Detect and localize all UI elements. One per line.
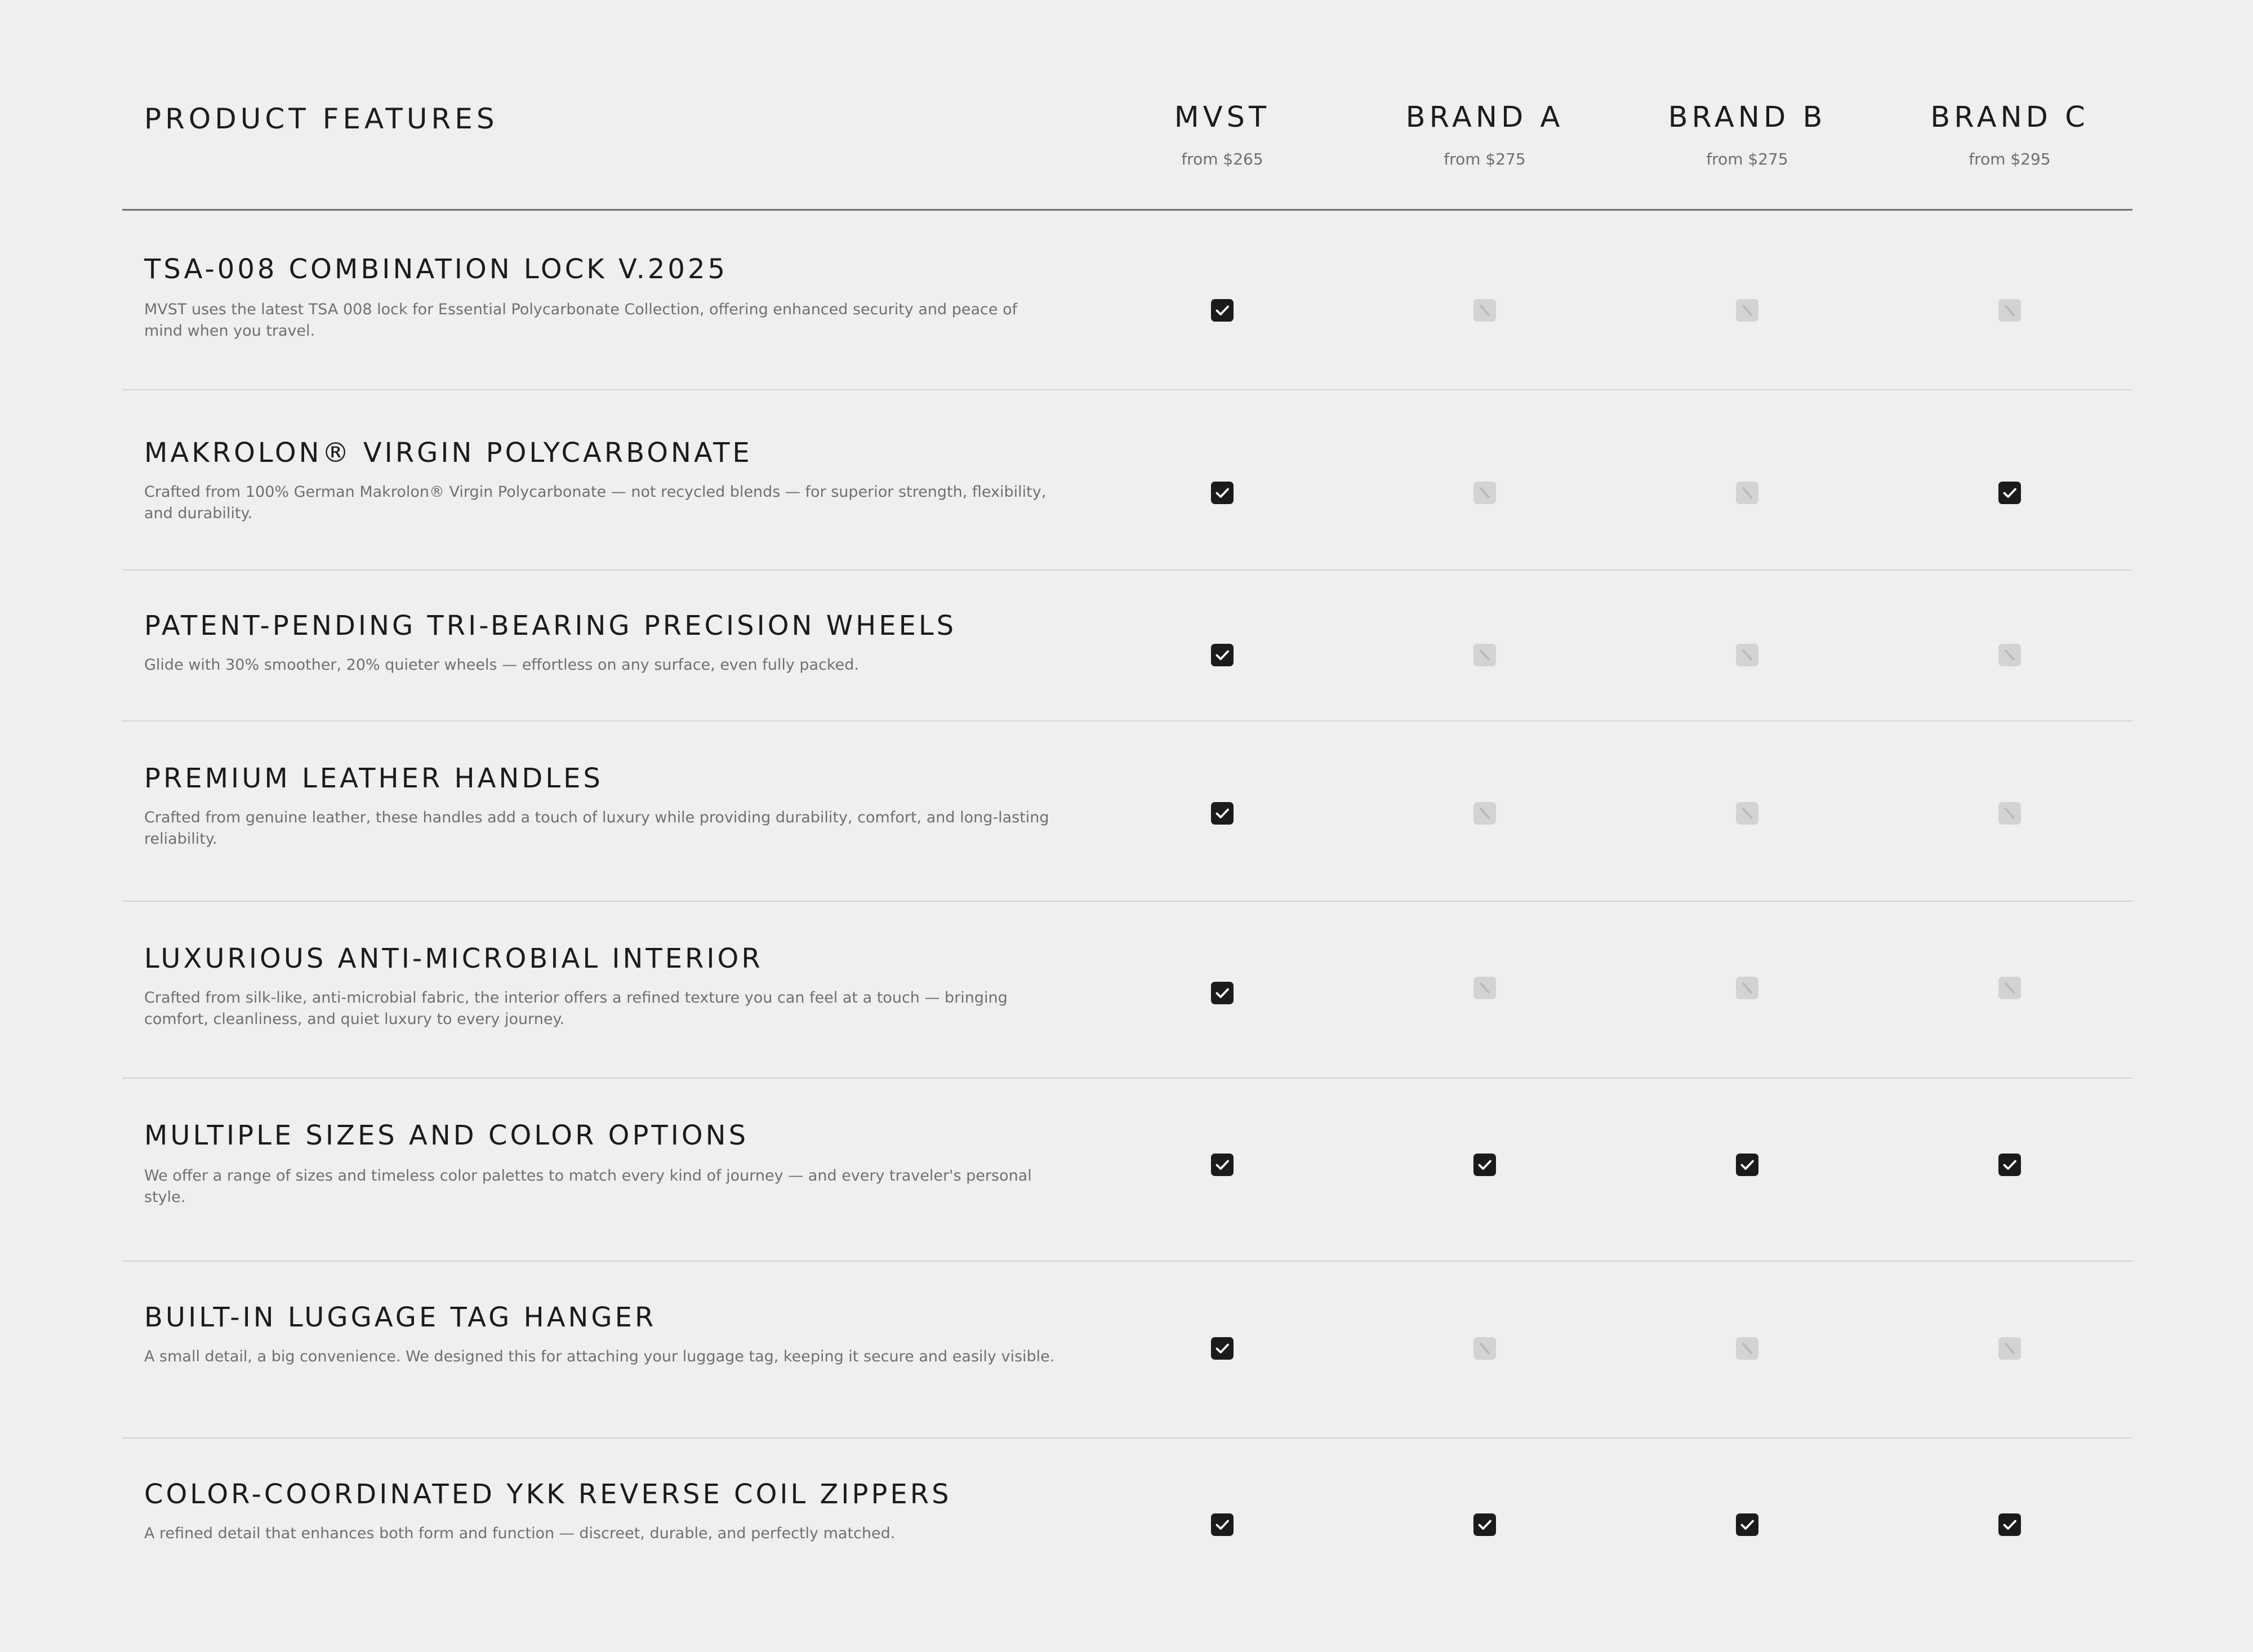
brand-name: BRAND C [1930, 101, 2089, 134]
brand-c-unavailable-checkbox-icon [1998, 801, 2022, 825]
brand-name: BRAND B [1668, 101, 1827, 134]
brand-a-checkbox-checked-icon [1473, 1153, 1497, 1177]
feature-description: A small detail, a big convenience. We designed this for attaching your luggage tag, keeping it secure and easily visible. [144, 1348, 1055, 1365]
product-features-heading: PRODUCT FEATURES [144, 103, 498, 135]
brand-c-unavailable-checkbox-icon [1998, 643, 2022, 667]
brand-b-unavailable-checkbox-icon [1735, 481, 1759, 505]
brand-a-unavailable-checkbox-icon [1473, 299, 1497, 322]
feature-title: PREMIUM LEATHER HANDLES [144, 763, 603, 794]
brand-name: MVST [1174, 101, 1271, 134]
brand-b-checkbox-checked-icon [1735, 1513, 1759, 1537]
feature-description: We offer a range of sizes and timeless color palettes to match every kind of journey — and every traveler's personal style. [144, 1167, 1032, 1206]
feature-title: MULTIPLE SIZES AND COLOR OPTIONS [144, 1120, 749, 1151]
feature-row-leather-handles [122, 722, 2132, 902]
brand-column-mvst [1104, 100, 1341, 170]
feature-description: Crafted from 100% German Makrolon® Virgin Polycarbonate — not recycled blends — for superior strength, flexibility, and durability. [144, 483, 1047, 522]
mvst-checkbox-checked-icon [1210, 1513, 1234, 1537]
feature-row-precision-wheels [122, 571, 2132, 722]
brand-b-unavailable-checkbox-icon [1735, 1337, 1759, 1360]
brand-b-unavailable-checkbox-icon [1735, 976, 1759, 1000]
brand-b-checkbox-checked-icon [1735, 1153, 1759, 1177]
feature-title: LUXURIOUS ANTI-MICROBIAL INTERIOR [144, 943, 763, 974]
feature-title: PATENT-PENDING TRI-BEARING PRECISION WHEELS [144, 610, 957, 642]
feature-description: Crafted from genuine leather, these handles add a touch of luxury while providing durability, comfort, and long-lasting reliability. [144, 809, 1049, 848]
brand-a-unavailable-checkbox-icon [1473, 976, 1497, 1000]
brand-column-brand-a [1366, 100, 1603, 170]
mvst-checkbox-checked-icon [1210, 481, 1234, 505]
feature-title: BUILT-IN LUGGAGE TAG HANGER [144, 1302, 657, 1333]
brand-a-unavailable-checkbox-icon [1473, 801, 1497, 825]
feature-row-sizes-colors [122, 1079, 2132, 1262]
mvst-checkbox-checked-icon [1210, 299, 1234, 322]
mvst-checkbox-checked-icon [1210, 801, 1234, 825]
brand-c-checkbox-checked-icon [1998, 1513, 2022, 1537]
feature-row-polycarbonate [122, 390, 2132, 571]
brand-b-unavailable-checkbox-icon [1735, 643, 1759, 667]
brand-price: from $275 [1706, 150, 1788, 168]
feature-description: A refined detail that enhances both form and function — discreet, durable, and perfectly matched. [144, 1525, 896, 1542]
brand-a-checkbox-checked-icon [1473, 1513, 1497, 1537]
brand-price: from $275 [1444, 150, 1526, 168]
brand-c-checkbox-checked-icon [1998, 1153, 2022, 1177]
feature-row-ykk-zippers [122, 1439, 2132, 1608]
feature-row-tsa-lock [122, 211, 2132, 390]
brand-b-unavailable-checkbox-icon [1735, 299, 1759, 322]
feature-row-anti-microbial-interior [122, 902, 2132, 1079]
brand-column-brand-c [1891, 100, 2128, 170]
feature-title: MAKROLON® VIRGIN POLYCARBONATE [144, 437, 753, 469]
brand-a-unavailable-checkbox-icon [1473, 1337, 1497, 1360]
feature-comparison-table [122, 0, 2132, 1608]
feature-title: TSA-008 COMBINATION LOCK V.2025 [144, 253, 728, 285]
mvst-checkbox-checked-icon [1210, 1337, 1234, 1360]
brand-column-brand-b [1629, 100, 1865, 170]
brand-c-unavailable-checkbox-icon [1998, 299, 2022, 322]
brand-name: BRAND A [1405, 101, 1564, 134]
mvst-checkbox-checked-icon [1210, 1153, 1234, 1177]
brand-a-unavailable-checkbox-icon [1473, 481, 1497, 505]
brand-c-unavailable-checkbox-icon [1998, 1337, 2022, 1360]
brand-price: from $265 [1181, 150, 1263, 168]
feature-row-luggage-tag-hanger [122, 1262, 2132, 1439]
brand-b-unavailable-checkbox-icon [1735, 801, 1759, 825]
brand-c-unavailable-checkbox-icon [1998, 976, 2022, 1000]
feature-title: COLOR-COORDINATED YKK REVERSE COIL ZIPPERS [144, 1479, 952, 1510]
brand-price: from $295 [1969, 150, 2051, 168]
brand-a-unavailable-checkbox-icon [1473, 643, 1497, 667]
feature-description: MVST uses the latest TSA 008 lock for Essential Polycarbonate Collection, offering enhanced security and peace of mind when you travel. [144, 301, 1018, 340]
mvst-checkbox-checked-icon [1210, 981, 1234, 1005]
feature-description: Crafted from silk-like, anti-microbial fabric, the interior offers a refined texture you can feel at a touch — bringing comfort, cleanliness, and quiet luxury to every journey. [144, 989, 1008, 1028]
mvst-checkbox-checked-icon [1210, 643, 1234, 667]
comparison-table-header [122, 0, 2132, 211]
feature-description: Glide with 30% smoother, 20% quieter wheels — effortless on any surface, even fully packed. [144, 656, 859, 674]
brand-c-checkbox-checked-icon [1998, 481, 2022, 505]
